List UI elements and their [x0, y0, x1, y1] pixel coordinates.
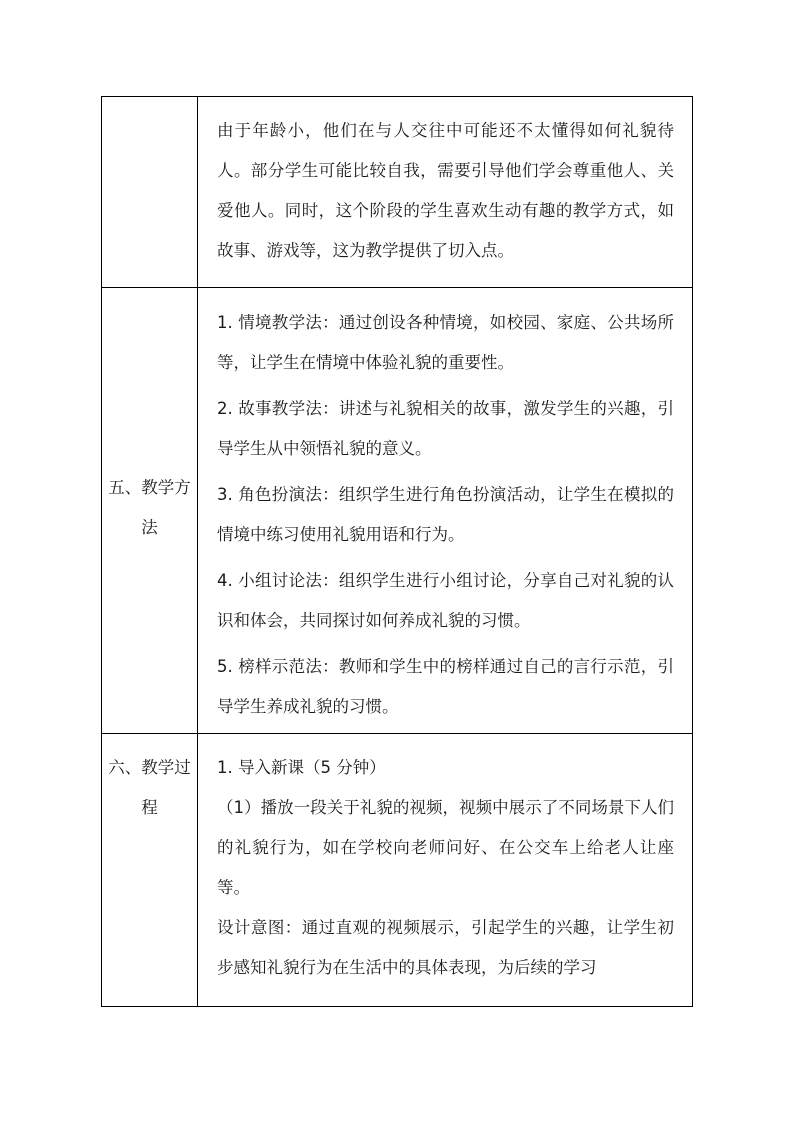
row-label-cell [102, 288, 198, 734]
table-row [102, 288, 693, 734]
teaching-process-cell [198, 734, 693, 1007]
student-analysis-cell [198, 97, 693, 288]
method-item: 5. 榜样示范法：教师和学生中的榜样通过自己的言行示范，引导学生养成礼貌的习惯。 [217, 657, 674, 716]
design-intent: 设计意图：通过直观的视频展示，引起学生的兴趣，让学生初步感知礼貌行为在生活中的具体表现，为后续的学习 [217, 918, 674, 977]
row-label-cell [102, 97, 198, 288]
row-label-cell [102, 734, 198, 1007]
lesson-plan-table [101, 96, 693, 1007]
method-item: 1. 情境教学法：通过创设各种情境，如校园、家庭、公共场所等，让学生在情境中体验礼貌的重要性。 [217, 313, 674, 372]
table-row [102, 734, 693, 1007]
process-step: （1）播放一段关于礼貌的视频，视频中展示了不同场景下人们的礼貌行为，如在学校向老师问好、在公交车上给老人让座等。 [217, 798, 674, 897]
teaching-methods-label: 五、教学方法 [108, 478, 191, 537]
teaching-process-label: 六、教学过程 [108, 758, 191, 817]
method-item: 3. 角色扮演法：组织学生进行角色扮演活动，让学生在模拟的情境中练习使用礼貌用语和行为。 [217, 485, 674, 544]
table-row [102, 97, 693, 288]
process-heading: 1. 导入新课（5 分钟） [217, 758, 386, 777]
student-analysis-text: 由于年龄小，他们在与人交往中可能还不太懂得如何礼貌待人。部分学生可能比较自我，需要引导他们学会尊重他人、关爱他人。同时，这个阶段的学生喜欢生动有趣的教学方式，如故事、游戏等，这为教学提供了切入点。 [217, 121, 674, 260]
method-item: 4. 小组讨论法：组织学生进行小组讨论，分享自己对礼貌的认识和体会，共同探讨如何养成礼貌的习惯。 [217, 571, 674, 630]
method-item: 2. 故事教学法：讲述与礼貌相关的故事，激发学生的兴趣，引导学生从中领悟礼貌的意义。 [217, 399, 674, 458]
teaching-methods-cell [198, 288, 693, 734]
